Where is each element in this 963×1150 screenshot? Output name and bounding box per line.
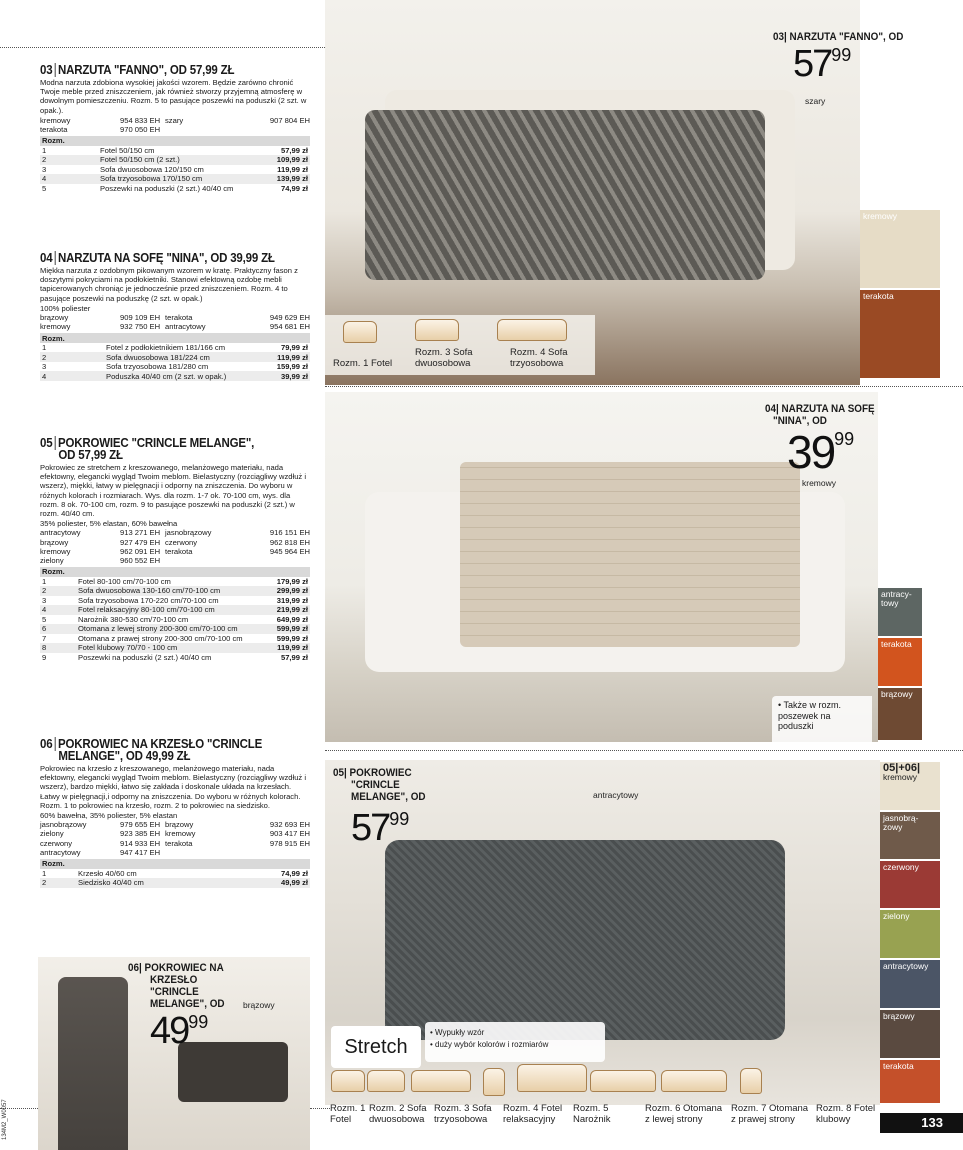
description: Modna narzuta zdobiona wysokiej jakości wzorem. Będzie zarówno chronić Twoje meble przed zniszczeniem, jak również stworzy przyjemną atmosferę w dowolnym pomieszczeniu. Rozm. 5 to pasujące poszewki na poduszki (2 szt. w opak.). [40, 78, 307, 115]
icon-label: Rozm. 2 Sofa dwuosobowa [369, 1103, 427, 1125]
armchair-icon [331, 1070, 365, 1092]
size-desc: Fotel 50/150 cm [100, 145, 155, 155]
color-code-cell: 913 271 EH [120, 528, 161, 538]
size-price: 57,99 zł [280, 145, 308, 155]
size-icons [325, 315, 595, 375]
description: Pokrowiec ze stretchem z kreszowanego, melanżowego materiału, nada efektowny, elegancki wygląd Twoim meblom. Bielastyczny (rozciągliwy wzdłuż i wszerz), miękki, łatwy w pielęgnacji i odporny na zniszczenia. Do wyboru w różnych kolorach i rozmiarach. Wys. dla rozm. 1-7 ok. 70-100 cm, wys. dla rozm. 8 ok. 70-100 cm, rozm. 9 to pasujące poszewki na poduszki (2 szt.) w rozm. 40/40 cm. [40, 463, 307, 519]
table-row [40, 869, 310, 879]
size-price: 219,99 zł [270, 605, 310, 615]
swatches-nina [878, 588, 922, 742]
recliner-icon [483, 1068, 505, 1096]
feature-item: • Wypukły wzór [430, 1028, 485, 1037]
size-icons [325, 1068, 880, 1134]
color-code-cell: 947 417 EH [120, 847, 161, 857]
color-code-cell: 923 385 EH [120, 829, 161, 839]
swatch[interactable]: antracy-towy [878, 588, 922, 638]
price: $57^{99}$ [351, 807, 410, 849]
color-code-cell: czerwony [165, 537, 198, 547]
size-num: 2 [40, 155, 98, 165]
size-price: 49,99 zł [238, 878, 310, 888]
color-codes [40, 313, 310, 331]
size-desc: Otomana z prawej strony 200-300 cm/70-100 cm [78, 633, 243, 643]
color-code-cell: 954 833 EH [120, 115, 161, 125]
table-row [40, 352, 310, 362]
section-title: 06 POKROWIEC NA KRZESŁO "CRINCLE MELANGE", OD 49,99 ZŁ [40, 737, 263, 763]
page-number: 133 [880, 1113, 963, 1133]
color-code-cell: 960 552 EH [120, 556, 161, 566]
color-code-cell: brązowy [165, 820, 194, 830]
icon-label: Rozm. 1 Fotel [330, 1103, 366, 1125]
size-price: 79,99 zł [280, 343, 308, 353]
corner-sofa-icon [517, 1064, 587, 1092]
color-code-cell: 954 681 EH [269, 322, 310, 332]
section-title: 04 NARZUTA NA SOFĘ "NINA", OD 39,99 ZŁ [40, 251, 275, 265]
ottoman-left-icon [590, 1070, 656, 1092]
color-code-cell [223, 848, 310, 857]
swatch[interactable]: brązowy [880, 1010, 940, 1060]
size-desc: Poduszka 40/40 cm (2 szt. w opak.) [104, 371, 264, 381]
section-title: 03 NARZUTA "FANNO", OD 57,99 ZŁ [40, 63, 235, 77]
price: $49^{99}$ [150, 1010, 209, 1052]
product-label: 04| NARZUTA NA SOFĘ [765, 403, 875, 415]
color-code-cell: 979 655 EH [120, 820, 161, 830]
size-desc: Fotel 80-100 cm/70-100 cm [78, 576, 171, 586]
description: Miękka narzuta z ozdobnym pikowanym wzorem w kratę. Praktyczny fason z doszytymi pokryciami na podłokietniki. Stanowi efektowną ozdobę mebli tapicerowanych chroniąc je jednocześnie przed zniszczeniem. Rozm. 4 to pasujące poszewki na poduszkę (2 szt. w opak.) [40, 266, 298, 303]
swatch[interactable]: jasnobrą-zowy [880, 812, 940, 861]
color-code-cell: antracytowy [165, 322, 206, 332]
size-desc: Sofa dwuosobowa 130-160 cm/70-100 cm [76, 586, 270, 596]
size-desc: Poszewki na poduszki (2 szt.) 40/40 cm [100, 183, 234, 193]
product-photo-chair [38, 957, 310, 1150]
color-code-cell [223, 556, 310, 565]
size-desc: Otomana z lewej strony 200-300 cm/70-100 cm [76, 624, 270, 634]
table-row [40, 343, 310, 353]
table-row [40, 615, 310, 625]
swatch[interactable]: terakota [878, 638, 922, 688]
icon-label: Rozm. 4 Fotel relaksacyjny [503, 1103, 563, 1125]
color-code-cell: brązowy [40, 313, 69, 323]
size-price: 599,99 zł [276, 633, 308, 643]
stretch-badge: Stretch [331, 1026, 421, 1068]
note-box: • Także w rozm. poszewek na poduszki [772, 696, 872, 742]
divider [0, 47, 325, 48]
product-section [40, 437, 310, 662]
size-num: 4 [40, 174, 98, 184]
size-desc: Sofa trzyosobowa 170/150 cm [98, 174, 267, 184]
swatch[interactable]: terakota [860, 290, 940, 380]
size-num: 3 [42, 362, 47, 372]
size-desc: Fotel relaksacyjny 80-100 cm/70-100 cm [76, 605, 270, 615]
product-section [40, 738, 310, 888]
icon-label: Rozm. 1 Fotel [333, 358, 393, 369]
size-num: 8 [40, 643, 76, 653]
swatch[interactable]: brązowy [878, 688, 922, 742]
size-header: Rozm. [40, 567, 310, 577]
product-label: "CRINCLE [351, 779, 400, 791]
color-code-cell: 927 479 EH [120, 537, 161, 547]
color-code-cell: zielony [40, 556, 64, 566]
color-code-cell [165, 556, 223, 565]
color-code-cell: kremowy [40, 115, 71, 125]
size-desc: Fotel 50/150 cm (2 szt.) [98, 155, 267, 165]
size-desc: Sofa dwuosobowa 181/224 cm [104, 352, 264, 362]
chair-image [58, 977, 128, 1150]
color-code-cell: czerwony [40, 838, 73, 848]
size-num: 5 [42, 614, 47, 624]
color-code-cell: 903 417 EH [269, 829, 310, 839]
size-price: 57,99 zł [280, 652, 308, 662]
swatch[interactable]: zielony [880, 910, 940, 960]
size-price: 74,99 zł [280, 868, 308, 878]
size-num: 9 [42, 652, 47, 662]
size-price: 649,99 zł [276, 614, 308, 624]
size-desc: Fotel klubowy 70/70 - 100 cm [76, 643, 270, 653]
color-codes [40, 820, 310, 857]
icon-label: Rozm. 5 Narożnik [573, 1103, 611, 1125]
throw-nina-image [460, 462, 800, 647]
color-code-cell: 907 804 EH [269, 115, 310, 125]
product-photo-crincle [325, 760, 880, 1105]
size-price: 159,99 zł [276, 362, 308, 372]
color-code-cell: 909 109 EH [120, 313, 161, 323]
size-desc: Sofa trzyosobowa 170-220 cm/70-100 cm [78, 595, 219, 605]
size-num: 1 [42, 343, 47, 353]
product-photo-nina [325, 392, 878, 742]
size-price: 109,99 zł [267, 155, 310, 165]
swatches-fanno [860, 210, 940, 380]
price: $57^{99}$ [793, 43, 852, 85]
color-code-cell: 949 629 EH [269, 313, 310, 323]
sofa-3-icon [411, 1070, 471, 1092]
product-label: KRZESŁO [150, 974, 198, 986]
size-price: 119,99 zł [277, 164, 308, 174]
table-row [40, 146, 310, 156]
swatch[interactable]: kremowy [860, 210, 940, 290]
color-code-cell [223, 125, 310, 134]
size-price: 319,99 zł [276, 595, 308, 605]
size-num: 1 [42, 868, 47, 878]
product-label: "NINA", OD [773, 415, 827, 427]
table-row [40, 605, 310, 615]
color-code-cell: jasnobrązowy [165, 528, 212, 538]
product-label: 06| POKROWIEC NA [128, 962, 224, 974]
size-price: 119,99 zł [270, 643, 310, 653]
color-code-cell: terakota [40, 125, 68, 135]
color-code-cell: kremowy [40, 322, 71, 332]
size-desc: Sofa dwuosobowa 120/150 cm [100, 164, 204, 174]
chair-seat-image [178, 1042, 288, 1102]
color-code-cell: antracytowy [40, 528, 81, 538]
icon-label: Rozm. 3 Sofa dwuosobowa [415, 347, 473, 369]
product-section [40, 64, 310, 193]
color-label: brązowy [243, 1000, 275, 1010]
size-num: 2 [40, 586, 76, 596]
product-label: MELANGE", OD [150, 998, 225, 1010]
table-row [40, 362, 310, 372]
size-header: Rozm. [40, 859, 310, 869]
color-code-cell: zielony [40, 829, 64, 839]
swatch[interactable]: terakota [880, 1060, 940, 1105]
color-code-cell: 962 091 EH [120, 546, 161, 556]
size-price: 74,99 zł [280, 183, 308, 193]
size-desc: Krzesło 40/60 cm [78, 868, 137, 878]
size-price: 599,99 zł [270, 624, 310, 634]
icon-label: Rozm. 3 Sofa trzyosobowa [434, 1103, 492, 1125]
icon-label: Rozm. 6 Otomana z lewej strony [645, 1103, 723, 1125]
table-row [40, 371, 310, 381]
size-num: 3 [42, 595, 47, 605]
sofa-crincle-image [385, 840, 785, 1040]
table-row [40, 643, 310, 653]
color-code-cell: 945 964 EH [269, 546, 310, 556]
size-desc: Siedzisko 40/40 cm [76, 878, 238, 888]
divider [325, 750, 963, 751]
color-code-cell: 978 915 EH [269, 838, 310, 848]
color-code-cell: kremowy [40, 546, 71, 556]
swatch[interactable]: 05|+06| kremowy [880, 762, 940, 812]
size-num: 1 [42, 145, 47, 155]
table-row [40, 184, 310, 194]
size-table [40, 859, 310, 888]
table-row [40, 155, 310, 165]
table-row [40, 596, 310, 606]
catalog-code: 134M2_W0057 [2, 1099, 8, 1140]
description: Pokrowiec na krzesło z kreszowanego, melanżowego materiału, nada efektowny, elegancki wygląd Twoim meblom. Bielastyczny (rozciągliwy wzdłuż i wszerz), bardzo miękki, łatwo się zakłada i doskonale układa na krzesłach. Łatwy w pielęgnacji,i odporny na zniszczenia. Do wyboru w różnych kolorach. Rozm. 1 to pokrowiec na krzesło, rozm. 2 to pokrowiec na siedzisko. [40, 764, 307, 810]
color-label: kremowy [802, 478, 837, 488]
color-label: szary [805, 96, 826, 106]
color-code-cell: terakota [165, 546, 193, 556]
color-codes [40, 116, 310, 134]
color-code-cell [165, 848, 223, 857]
color-code-cell: 932 693 EH [269, 820, 310, 830]
size-price: 119,99 zł [264, 352, 310, 362]
swatches-crincle [880, 762, 940, 1105]
color-code-cell: 962 818 EH [269, 537, 310, 547]
size-desc: Fotel z podłokietnikiem 181/166 cm [106, 343, 226, 353]
size-table [40, 567, 310, 662]
color-code-cell [165, 125, 223, 134]
section-title: 05 POKROWIEC "CRINCLE MELANGE", OD 57,99 ZŁ [40, 436, 255, 462]
color-code-cell: antracytowy [40, 847, 81, 857]
size-num: 4 [40, 605, 76, 615]
icon-label: Rozm. 4 Sofa trzyosobowa [510, 347, 568, 369]
armchair-icon [343, 321, 377, 343]
color-code-cell: 970 050 EH [120, 125, 161, 135]
feature-list [425, 1022, 605, 1062]
size-num: 6 [40, 624, 76, 634]
size-price: 39,99 zł [264, 371, 310, 381]
size-num: 3 [42, 164, 47, 174]
sofa-2-icon [415, 319, 459, 341]
product-section [40, 252, 310, 381]
color-code-cell: brązowy [40, 537, 69, 547]
material: 60% bawełna, 35% poliester, 5% elastan [40, 811, 178, 821]
table-row [40, 634, 310, 644]
icon-label: Rozm. 7 Otomana z prawej strony [731, 1103, 809, 1125]
color-label: antracytowy [593, 790, 639, 800]
color-code-cell: szary [165, 115, 184, 125]
product-label: MELANGE", OD [351, 791, 426, 803]
divider [325, 386, 963, 387]
size-num: 2 [40, 352, 104, 362]
size-header: Rozm. [40, 333, 310, 343]
color-code-cell: terakota [165, 838, 193, 848]
sofa-2-icon [367, 1070, 405, 1092]
club-chair-icon [740, 1068, 762, 1094]
table-row [40, 174, 310, 184]
color-code-cell: kremowy [165, 829, 196, 839]
size-price: 179,99 zł [276, 576, 308, 586]
color-code-cell: 914 933 EH [120, 838, 161, 848]
color-code-cell: 916 151 EH [269, 528, 310, 538]
swatch[interactable]: czerwony [880, 861, 940, 910]
table-row [40, 624, 310, 634]
color-code-cell: terakota [165, 313, 193, 323]
size-num: 2 [40, 878, 76, 888]
size-header: Rozm. [40, 136, 310, 146]
table-row [40, 653, 310, 663]
size-price: 139,99 zł [267, 174, 310, 184]
size-price: 299,99 zł [270, 586, 310, 596]
icon-label: Rozm. 8 Fotel klubowy [816, 1103, 876, 1125]
size-num: 5 [42, 183, 47, 193]
product-label: 03| NARZUTA "FANNO", OD [773, 31, 904, 43]
table-row [40, 878, 310, 888]
price: $39^{99}$ [787, 426, 855, 478]
material: 35% poliester, 5% elastan, 60% bawełna [40, 519, 178, 529]
table-row [40, 165, 310, 175]
size-desc: Poszewki na poduszki (2 szt.) 40/40 cm [78, 652, 212, 662]
ottoman-right-icon [661, 1070, 727, 1092]
feature-item: • duży wybór kolorów i rozmiarów [430, 1040, 549, 1049]
product-label: "CRINCLE [150, 986, 199, 998]
color-code-cell: 932 750 EH [120, 322, 161, 332]
size-table [40, 333, 310, 381]
size-num: 4 [40, 371, 104, 381]
color-codes [40, 528, 310, 565]
table-row [40, 586, 310, 596]
size-num: 7 [42, 633, 47, 643]
product-label: 05| POKROWIEC [333, 767, 412, 779]
size-num: 1 [42, 576, 47, 586]
swatch[interactable]: antracytowy [880, 960, 940, 1010]
sofa-3-icon [497, 319, 567, 341]
size-desc: Narożnik 380-530 cm/70-100 cm [78, 614, 189, 624]
throw-fanno-image [365, 110, 765, 280]
size-table [40, 136, 310, 193]
table-row [40, 577, 310, 587]
size-desc: Sofa trzyosobowa 181/280 cm [106, 362, 209, 372]
color-code-cell: jasnobrązowy [40, 820, 87, 830]
material: 100% poliester [40, 303, 91, 313]
